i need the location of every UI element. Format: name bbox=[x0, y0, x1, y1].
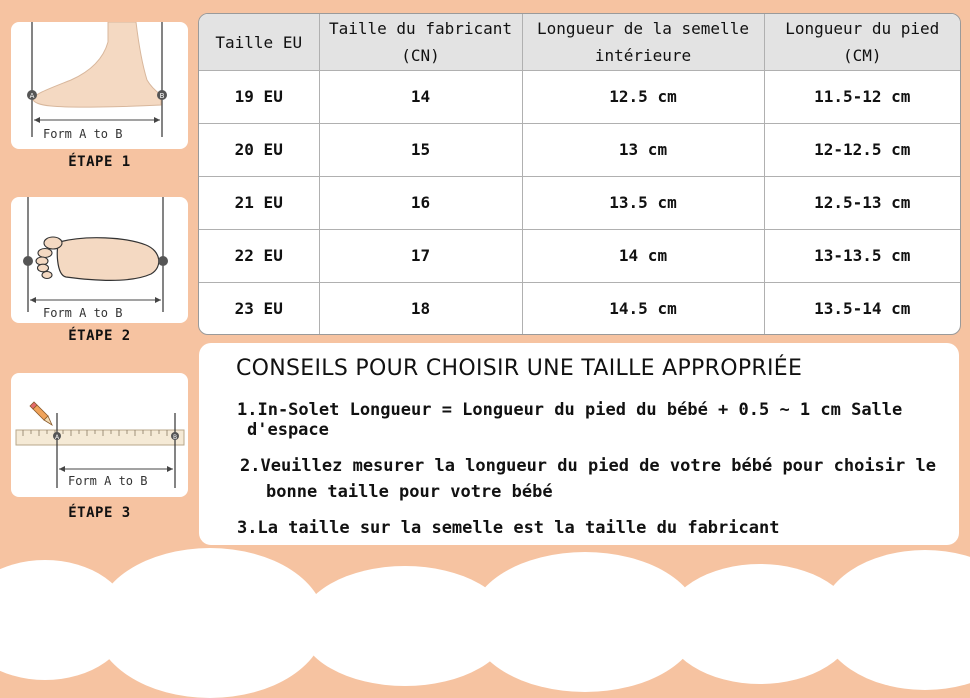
insole-length-cell: 14 cm bbox=[522, 229, 764, 282]
foot-length-cell: 13-13.5 cm bbox=[764, 229, 960, 282]
point-a-label: A bbox=[54, 434, 60, 441]
eu-size-cell: 20 EU bbox=[199, 123, 319, 176]
insole-length-cell: 14.5 cm bbox=[522, 282, 764, 334]
insole-length-cell: 13 cm bbox=[522, 123, 764, 176]
header-manufacturer-size: Taille du fabricant (CN) bbox=[319, 14, 522, 71]
step-1-card bbox=[11, 22, 188, 149]
measure-label: Form A to B bbox=[68, 474, 148, 488]
eu-size-cell: 23 EU bbox=[199, 282, 319, 334]
manufacturer-size-cell: 17 bbox=[319, 229, 522, 282]
foot-length-cell: 13.5-14 cm bbox=[764, 282, 960, 334]
size-chart-table bbox=[198, 13, 961, 335]
foot-sole-illustration bbox=[11, 197, 188, 323]
manufacturer-size-cell: 16 bbox=[319, 176, 522, 229]
table-row bbox=[199, 176, 960, 229]
tip-1-line-1: 1.In-Solet Longueur = Longueur du pied du bébé + 0.5 ~ 1 cm Salle bbox=[237, 400, 903, 420]
point-a-label: A bbox=[29, 92, 35, 100]
point-b-label: B bbox=[159, 92, 165, 100]
eu-size-cell: 19 EU bbox=[199, 71, 319, 124]
foot-side-illustration bbox=[11, 22, 188, 149]
table-row bbox=[199, 71, 960, 124]
table-row bbox=[199, 282, 960, 334]
point-b-label: B bbox=[172, 434, 178, 441]
size-tips-panel bbox=[199, 343, 959, 545]
eu-size-cell: 22 EU bbox=[199, 229, 319, 282]
table-row bbox=[199, 123, 960, 176]
insole-length-cell: 13.5 cm bbox=[522, 176, 764, 229]
table-header-row bbox=[199, 14, 960, 71]
step-2-card bbox=[11, 197, 188, 323]
tip-1-line-2: d'espace bbox=[247, 420, 329, 440]
header-eu-size: Taille EU bbox=[199, 14, 319, 71]
foot-length-cell: 12.5-13 cm bbox=[764, 176, 960, 229]
step-3-card bbox=[11, 373, 188, 497]
manufacturer-size-cell: 15 bbox=[319, 123, 522, 176]
eu-size-cell: 21 EU bbox=[199, 176, 319, 229]
step-2-label: ÉTAPE 2 bbox=[68, 328, 131, 344]
manufacturer-size-cell: 18 bbox=[319, 282, 522, 334]
table-row bbox=[199, 229, 960, 282]
pencil-icon bbox=[30, 402, 52, 425]
header-insole-length: Longueur de la semelle intérieure bbox=[522, 14, 764, 71]
step-3-label: ÉTAPE 3 bbox=[68, 505, 131, 521]
tip-2-line-2: bonne taille pour votre bébé bbox=[266, 482, 553, 502]
measure-label: Form A to B bbox=[43, 306, 123, 320]
measure-label: Form A to B bbox=[43, 127, 123, 141]
tips-title: CONSEILS POUR CHOISIR UNE TAILLE APPROPRIÉE bbox=[236, 356, 803, 381]
tip-2-line-1: 2.Veuillez mesurer la longueur du pied de votre bébé pour choisir le bbox=[240, 456, 936, 476]
header-foot-length: Longueur du pied (CM) bbox=[764, 14, 960, 71]
insole-length-cell: 12.5 cm bbox=[522, 71, 764, 124]
foot-length-cell: 11.5-12 cm bbox=[764, 71, 960, 124]
ruler-illustration bbox=[11, 373, 188, 497]
foot-length-cell: 12-12.5 cm bbox=[764, 123, 960, 176]
tip-3-line-1: 3.La taille sur la semelle est la taille du fabricant bbox=[237, 518, 780, 538]
manufacturer-size-cell: 14 bbox=[319, 71, 522, 124]
step-1-label: ÉTAPE 1 bbox=[68, 154, 131, 170]
